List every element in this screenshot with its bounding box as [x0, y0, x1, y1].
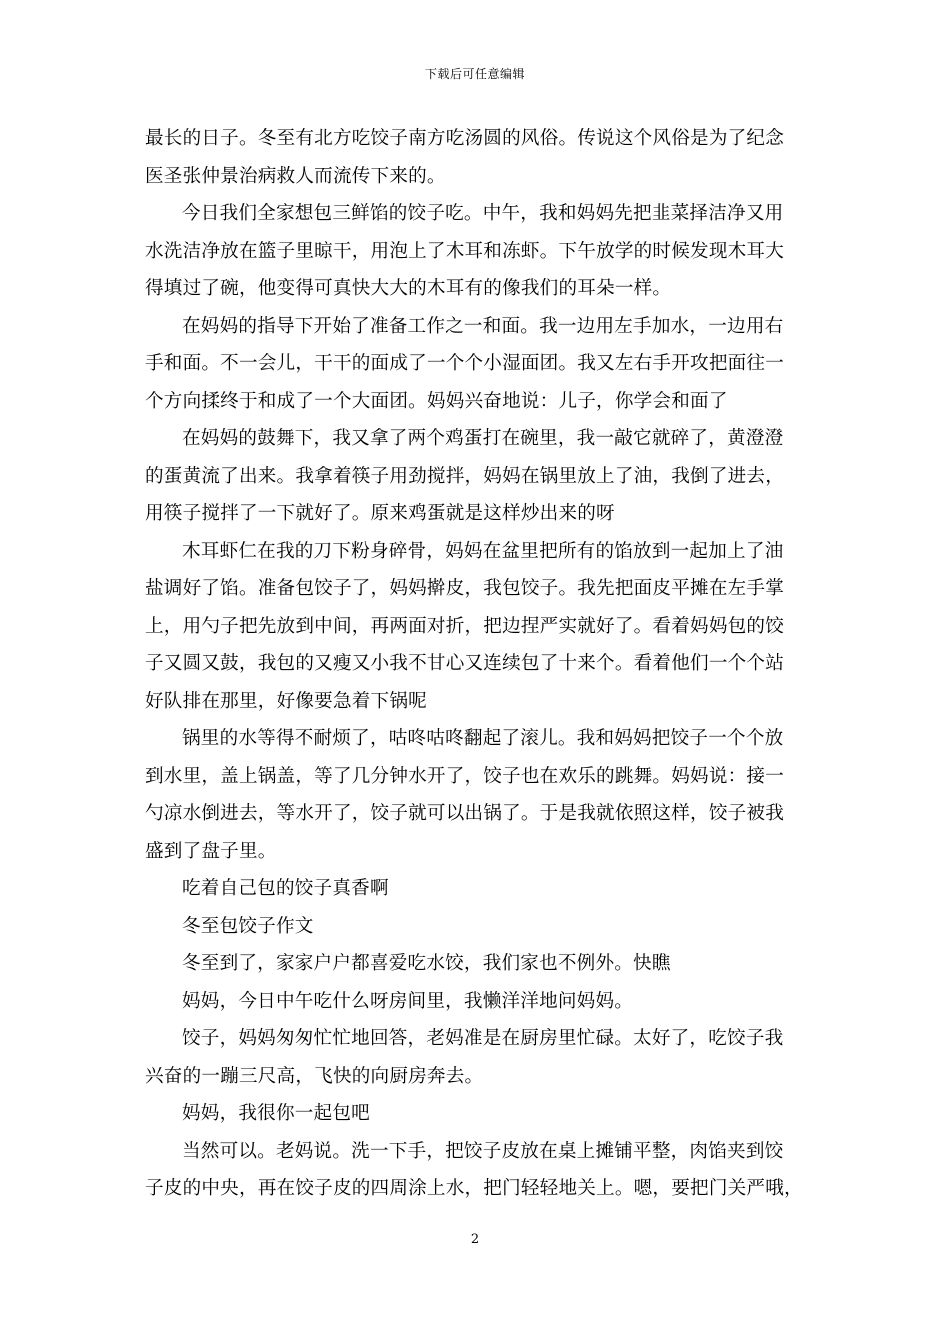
- text-line: 子又圆又鼓，我包的又瘦又小我不甘心又连续包了十来个。看着他们一个个站: [145, 653, 784, 674]
- text-line: 兴奋的一蹦三尺高，飞快的向厨房奔去。: [145, 1065, 484, 1087]
- text-line: 勺凉水倒进去，等水开了，饺子就可以出锅了。于是我就依照这样，饺子被我: [145, 803, 784, 824]
- text-line: 冬至到了，家家户户都喜爱吃水饺，我们家也不例外。快瞧: [182, 953, 671, 974]
- text-line: 在妈妈的鼓舞下，我又拿了两个鸡蛋打在碗里，我一敲它就碎了，黄澄澄: [182, 428, 784, 449]
- text-line: 妈妈，我很你一起包吧: [182, 1103, 370, 1124]
- text-line: 用筷子搅拌了一下就好了。原来鸡蛋就是这样炒出来的呀: [145, 503, 615, 524]
- document-body: [145, 120, 813, 1208]
- text-line: 冬至包饺子作文: [182, 915, 314, 937]
- text-line: 锅里的水等得不耐烦了，咕咚咕咚翻起了滚儿。我和妈妈把饺子一个个放: [182, 728, 784, 749]
- text-line: 当然可以。老妈说。洗一下手，把饺子皮放在桌上摊铺平整，肉馅夹到饺: [182, 1140, 784, 1162]
- text-line: 最长的日子。冬至有北方吃饺子南方吃汤圆的风俗。传说这个风俗是为了纪念: [145, 128, 784, 149]
- text-line: 木耳虾仁在我的刀下粉身碎骨，妈妈在盆里把所有的馅放到一起加上了油: [182, 540, 784, 562]
- text-line: 今日我们全家想包三鲜馅的饺子吃。中午，我和妈妈先把韭菜择洁净又用: [182, 203, 784, 224]
- text-line: 饺子，妈妈匆匆忙忙地回答，老妈准是在厨房里忙碌。太好了，吃饺子我: [182, 1028, 784, 1049]
- text-line: 吃着自己包的饺子真香啊: [182, 878, 389, 899]
- text-line: 个方向揉终于和成了一个大面团。妈妈兴奋地说：儿子，你学会和面了: [145, 390, 728, 412]
- text-line: 医圣张仲景治病救人而流传下来的。: [145, 165, 446, 187]
- text-line: 上，用勺子把先放到中间，再两面对折，把边捏严实就好了。看着妈妈包的饺: [145, 615, 784, 637]
- text-line: 到水里，盖上锅盖，等了几分钟水开了，饺子也在欢乐的跳舞。妈妈说：接一: [145, 765, 784, 787]
- text-line: 妈妈，今日中午吃什么呀房间里，我懒洋洋地问妈妈。: [182, 990, 634, 1012]
- text-line: 得填过了碗，他变得可真快大大的木耳有的像我们的耳朵一样。: [145, 278, 672, 299]
- text-line: 好队排在那里，好像要急着下锅呢: [145, 690, 427, 712]
- text-line: 的蛋黄流了出来。我拿着筷子用劲搅拌，妈妈在锅里放上了油，我倒了进去，: [145, 465, 784, 487]
- page-number: 2: [470, 1232, 480, 1247]
- text-line: 盛到了盘子里。: [145, 840, 277, 862]
- page-header: 下载后可任意编辑: [424, 67, 525, 81]
- text-line: 水洗洁净放在篮子里晾干，用泡上了木耳和冻虾。下午放学的时候发现木耳大: [145, 240, 784, 262]
- text-lines: [145, 120, 813, 1208]
- text-line: 子皮的中央，再在饺子皮的四周涂上水，把门轻轻地关上。嗯，要把门关严哦，: [145, 1178, 803, 1199]
- text-line: 盐调好了馅。准备包饺子了，妈妈擀皮，我包饺子。我先把面皮平摊在左手掌: [145, 578, 784, 599]
- text-line: 手和面。不一会儿，干干的面成了一个个小湿面团。我又左右手开攻把面往一: [145, 353, 784, 374]
- text-line: 在妈妈的指导下开始了准备工作之一和面。我一边用左手加水，一边用右: [182, 315, 784, 337]
